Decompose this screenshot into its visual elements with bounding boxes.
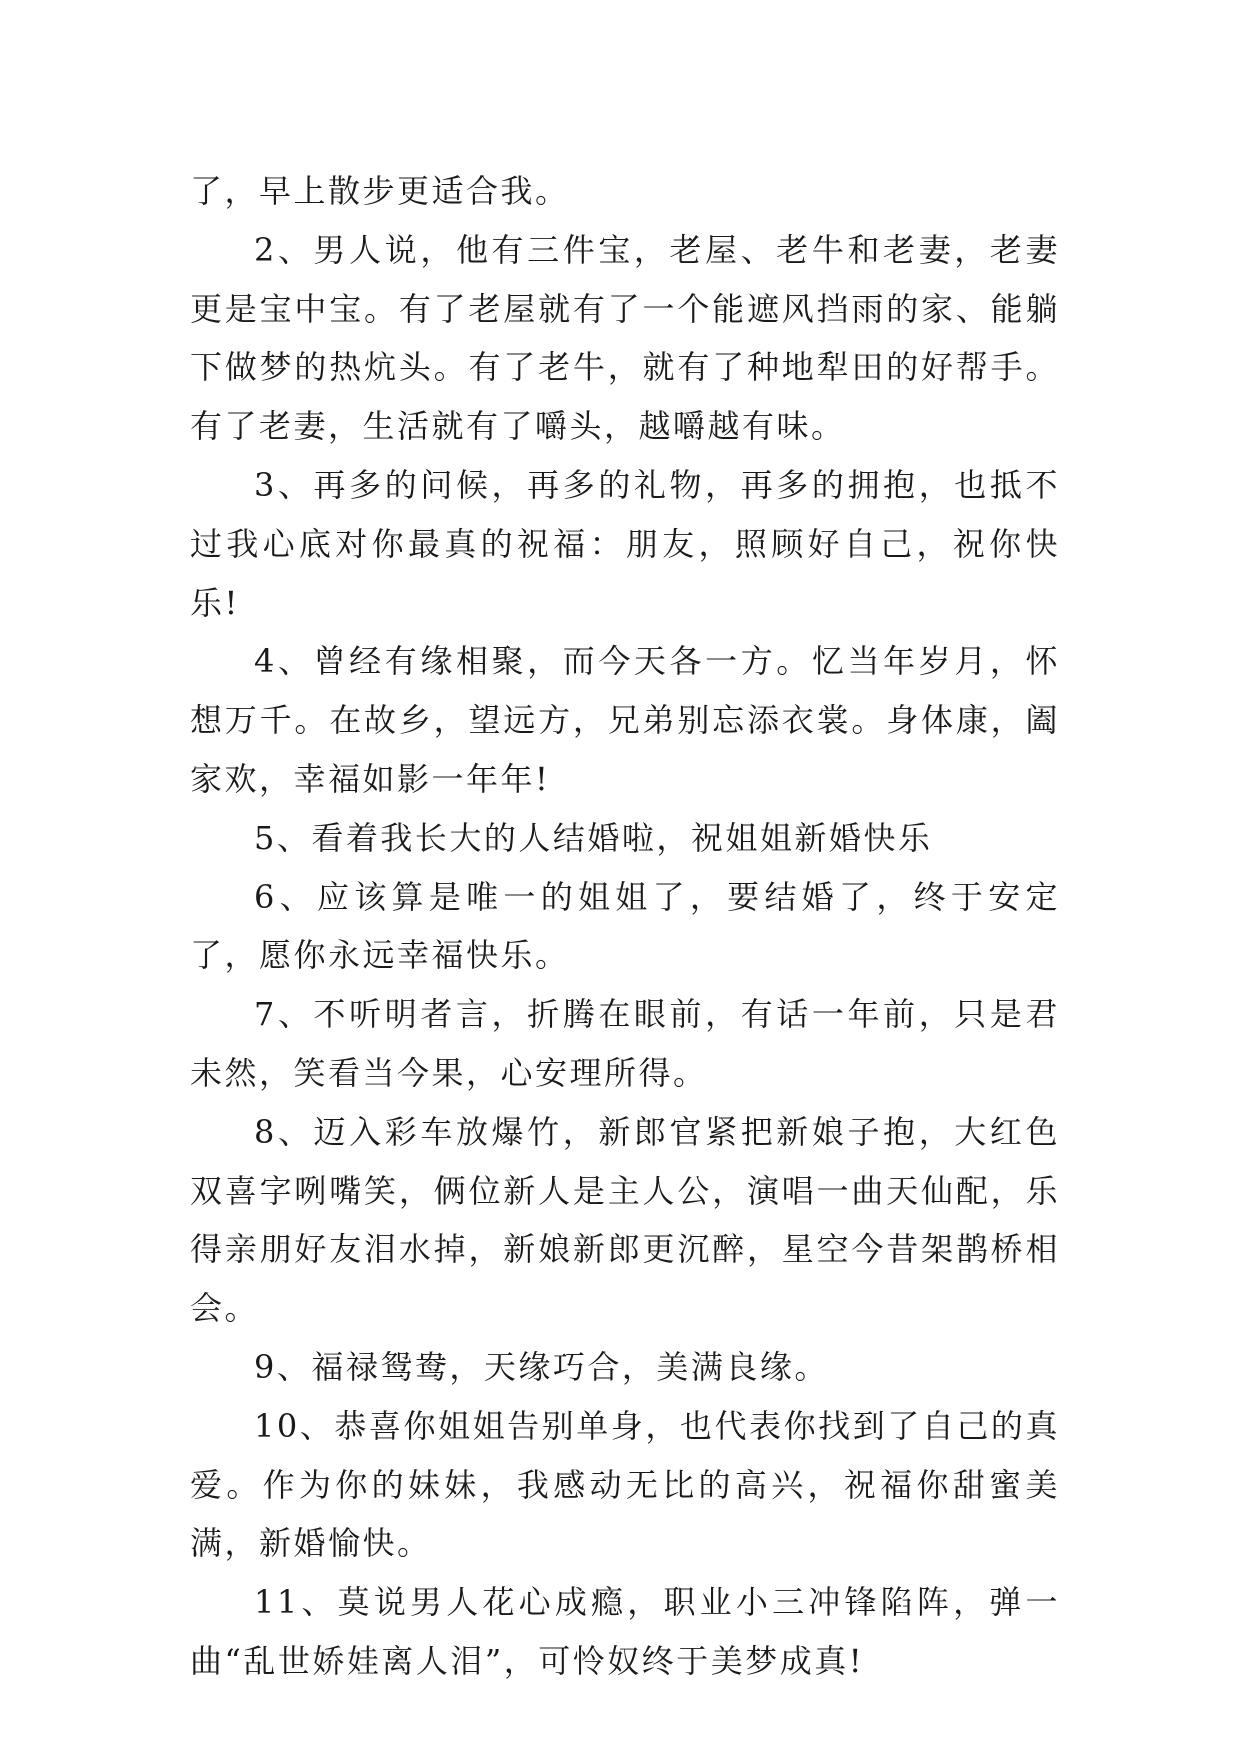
paragraph-item-2: 2、男人说，他有三件宝，老屋、老牛和老妻，老妻更是宝中宝。有了老屋就有了一个能遮风挡雨的家、能躺下做梦的热炕头。有了老牛，就有了种地犁田的好帮手。有了老妻，生活就有了嚼头，越嚼越有味。 xyxy=(190,230,1060,446)
paragraph-item-5: 5、看着我长大的人结婚啦，祝姐姐新婚快乐 xyxy=(254,818,933,857)
paragraph-item-7: 7、不听明者言，折腾在眼前，有话一年前，只是君未然，笑看当今果，心安理所得。 xyxy=(190,995,1060,1092)
paragraph-item-4: 4、曾经有缘相聚，而今天各一方。忆当年岁月，怀想万千。在故乡，望远方，兄弟别忘添衣裳。身体康，阖家欢，幸福如影一年年! xyxy=(190,642,1060,798)
paragraph-item-11: 11、莫说男人花心成瘾，职业小三冲锋陷阵，弹一曲“乱世娇娃离人泪”，可怜奴终于美梦成真! xyxy=(190,1583,1060,1680)
document-body xyxy=(190,162,1060,1691)
paragraph-item-9: 9、福禄鸳鸯，天缘巧合，美满良缘。 xyxy=(254,1347,829,1386)
paragraph-item-6: 6、应该算是唯一的姐姐了，要结婚了，终于安定了，愿你永远幸福快乐。 xyxy=(190,877,1060,975)
paragraph-item-8: 8、迈入彩车放爆竹，新郎官紧把新娘子抱，大红色双喜字咧嘴笑，俩位新人是主人公，演唱一曲天仙配，乐得亲朋好友泪水掉，新娘新郎更沉醉，星空今昔架鹊桥相会。 xyxy=(190,1112,1060,1328)
paragraph-item-3: 3、再多的问候，再多的礼物，再多的拥抱，也抵不过我心底对你最真的祝福：朋友，照顾好自己，祝你快乐! xyxy=(190,465,1060,622)
paragraph-item-10: 10、恭喜你姐姐告别单身，也代表你找到了自己的真爱。作为你的妹妹，我感动无比的高兴，祝福你甜蜜美满，新婚愉快。 xyxy=(190,1406,1060,1563)
paragraph-continuation: 了，早上散步更适合我。 xyxy=(190,172,570,210)
